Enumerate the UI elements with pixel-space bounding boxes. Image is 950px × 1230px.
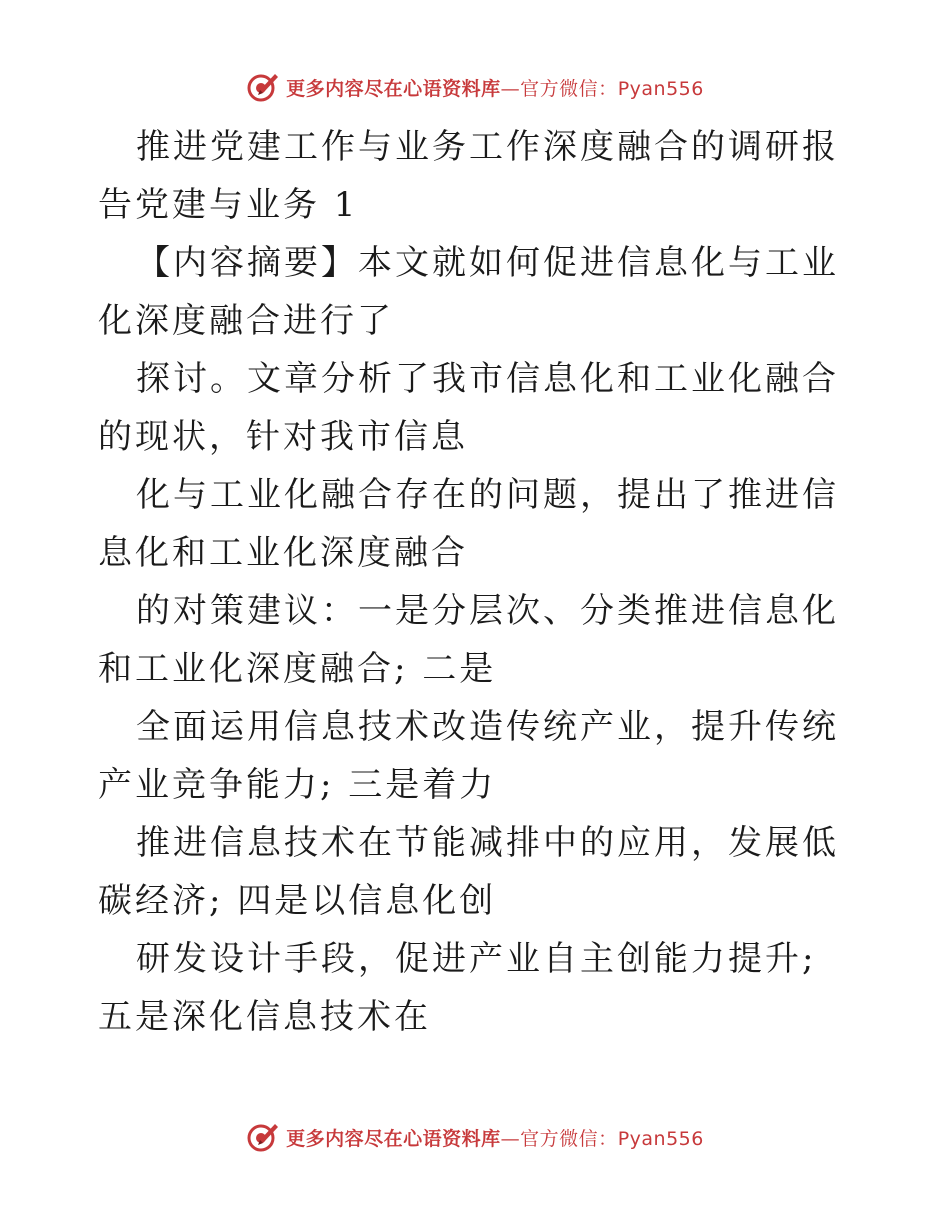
header-brand: 更多内容尽在心语资料库 [286, 77, 501, 100]
header-separator: — [500, 77, 521, 100]
paragraph: 推进信息技术在节能减排中的应用，发展低碳经济; 四是以信息化创 [98, 823, 839, 921]
paragraph: 探讨。文章分析了我市信息化和工业化融合的现状，针对我市信息 [98, 359, 839, 457]
header-wechat-id: Pyan556 [617, 77, 704, 100]
header-text [286, 74, 704, 101]
paragraph: 化与工业化融合存在的问题，提出了推进信息化和工业化深度融合 [98, 475, 839, 573]
footer-brand: 更多内容尽在心语资料库 [286, 1127, 501, 1150]
paragraph: 推进党建工作与业务工作深度融合的调研报告党建与业务 1 [98, 127, 839, 225]
footer-label: 官方微信： [520, 1127, 618, 1150]
pen-logo-icon [246, 1120, 280, 1154]
paragraph: 全面运用信息技术改造传统产业，提升传统产业竞争能力; 三是着力 [98, 707, 839, 805]
footer-separator: — [500, 1127, 521, 1150]
header-label: 官方微信： [520, 77, 618, 100]
footer-wechat-id: Pyan556 [617, 1127, 704, 1150]
paragraph: 研发设计手段，促进产业自主创能力提升; 五是深化信息技术在 [98, 939, 817, 1037]
paragraph: 【内容摘要】本文就如何促进信息化与工业化深度融合进行了 [98, 243, 839, 341]
footer-text [286, 1124, 704, 1151]
header-banner [0, 70, 950, 104]
paragraph: 的对策建议：一是分层次、分类推进信息化和工业化深度融合; 二是 [98, 591, 839, 689]
pen-logo-icon [246, 70, 280, 104]
document-body [98, 118, 858, 1046]
footer-banner [0, 1120, 950, 1154]
